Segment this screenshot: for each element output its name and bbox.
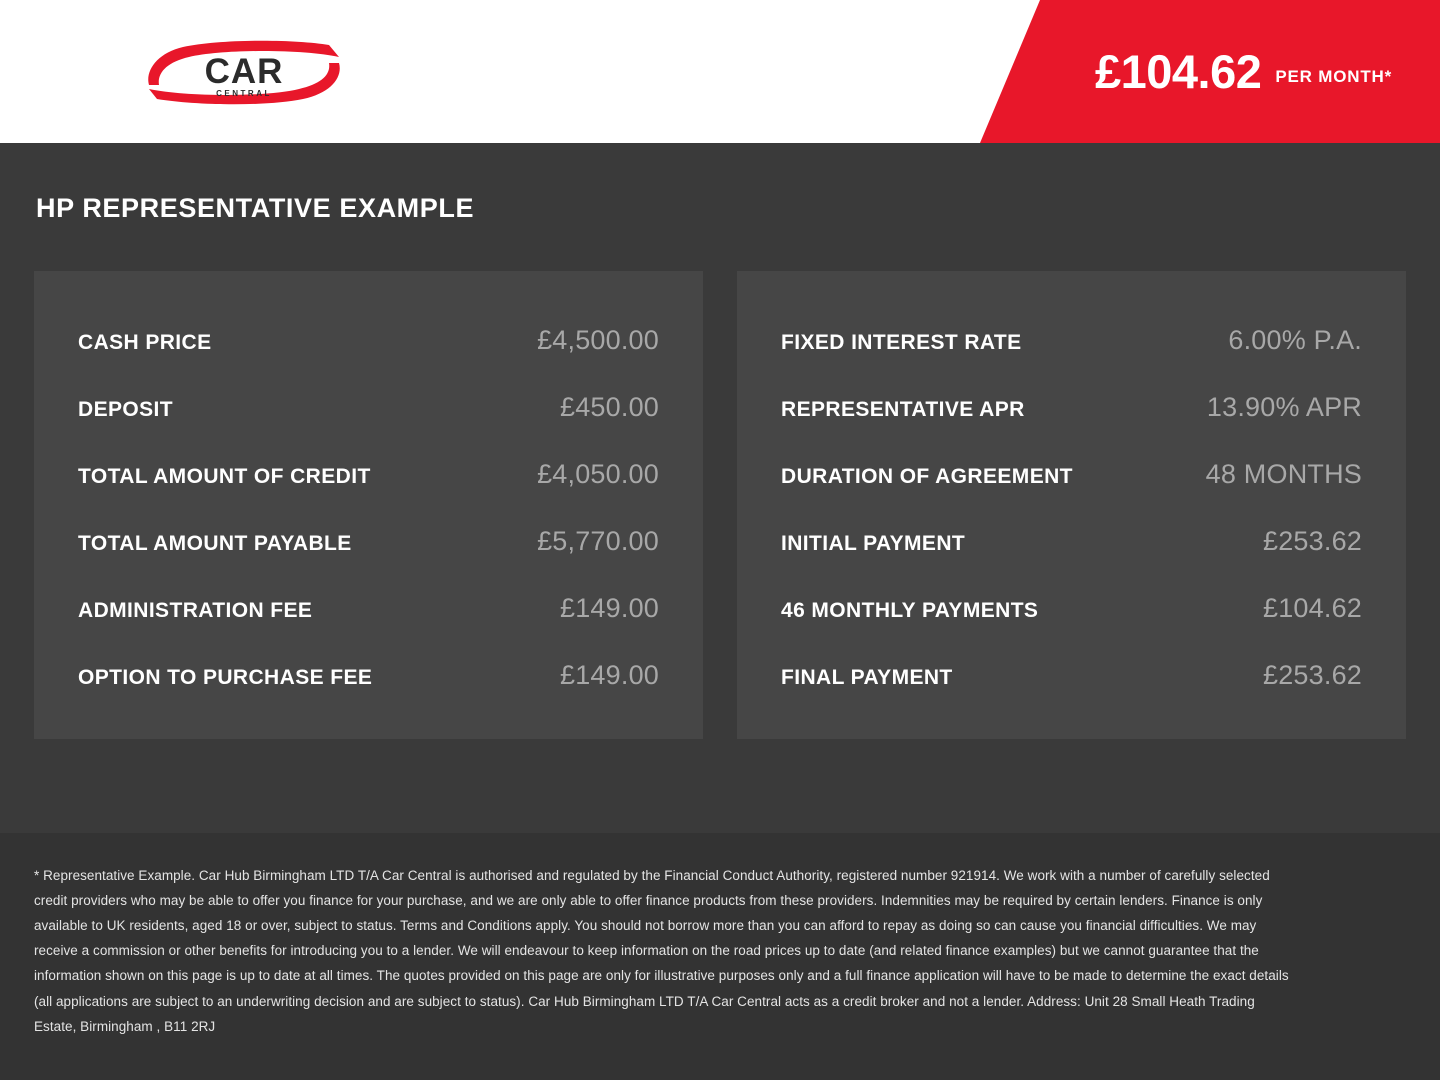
table-row [78, 575, 659, 642]
table-row [781, 642, 1362, 709]
finance-panel-left [34, 271, 703, 739]
row-label: FINAL PAYMENT [781, 666, 953, 689]
finance-example-section [0, 143, 1440, 833]
table-row [781, 441, 1362, 508]
page-header [0, 0, 1440, 143]
row-value: £149.00 [560, 660, 659, 690]
table-row [781, 575, 1362, 642]
row-label: CASH PRICE [78, 331, 212, 354]
monthly-price-block [1095, 0, 1392, 143]
table-row [781, 374, 1362, 441]
row-label: REPRESENTATIVE APR [781, 398, 1025, 421]
row-value: 13.90% APR [1206, 392, 1362, 422]
row-label: TOTAL AMOUNT OF CREDIT [78, 465, 371, 488]
row-label: INITIAL PAYMENT [781, 532, 966, 555]
table-row [78, 642, 659, 709]
row-label: FIXED INTEREST RATE [781, 331, 1022, 354]
row-value: £253.62 [1263, 660, 1362, 690]
page-footer [0, 833, 1440, 1080]
row-value: £450.00 [560, 392, 659, 422]
table-row [78, 508, 659, 575]
row-value: 6.00% P.A. [1228, 325, 1362, 355]
table-row [78, 441, 659, 508]
row-value: £5,770.00 [537, 526, 659, 556]
row-label: TOTAL AMOUNT PAYABLE [78, 532, 352, 555]
svg-text:CENTRAL: CENTRAL [216, 89, 272, 98]
row-value: £104.62 [1263, 593, 1362, 623]
table-row [78, 307, 659, 374]
row-value: £4,500.00 [537, 325, 659, 355]
row-value: £4,050.00 [537, 459, 659, 489]
svg-text:CAR: CAR [204, 52, 284, 91]
finance-panel-right [737, 271, 1406, 739]
table-row [781, 307, 1362, 374]
table-row [781, 508, 1362, 575]
row-label: DEPOSIT [78, 398, 173, 421]
table-row [78, 374, 659, 441]
row-value: 48 MONTHS [1205, 459, 1362, 489]
car-central-logo [143, 33, 345, 109]
page-title: HP REPRESENTATIVE EXAMPLE [36, 193, 475, 223]
row-label: OPTION TO PURCHASE FEE [78, 666, 373, 689]
price-suffix: PER MONTH* [1275, 66, 1392, 86]
row-value: £149.00 [560, 593, 659, 623]
row-value: £253.62 [1263, 526, 1362, 556]
row-label: 46 MONTHLY PAYMENTS [781, 599, 1039, 622]
row-label: ADMINISTRATION FEE [78, 599, 313, 622]
price-amount: £104.62 [1094, 45, 1262, 98]
finance-panels [34, 271, 1406, 739]
row-label: DURATION OF AGREEMENT [781, 465, 1073, 488]
disclaimer-text: * Representative Example. Car Hub Birmingham LTD T/A Car Central is authorised and regulated by the Financial Conduct Authority, registered number 921914. We work with a number of carefully selected credit providers who may be able to offer you finance for your purchase, and we are only able to offer finance products from these providers. Indemnities may be required by certain lenders. Finance is only available to UK residents, aged 18 or over, subject to status. Terms and Conditions apply. You should not borrow more than you can afford to repay as doing so can cause you financial difficulties. We may receive a commission or other benefits for introducing you to a lender. We will endeavour to keep information on the road prices up to date (and related finance examples) but we cannot guarantee that the information shown on this page is up to date at all times. The quotes provided on this page are only for illustrative purposes only and a full finance application will have to be made to determine the exact details (all applications are subject to an underwriting decision and are subject to status). Car Hub Birmingham LTD T/A Car Central acts as a credit broker and not a lender. Address: Unit 28 Small Heath Trading Estate, Birmingham , B11 2RJ [34, 868, 1289, 1034]
